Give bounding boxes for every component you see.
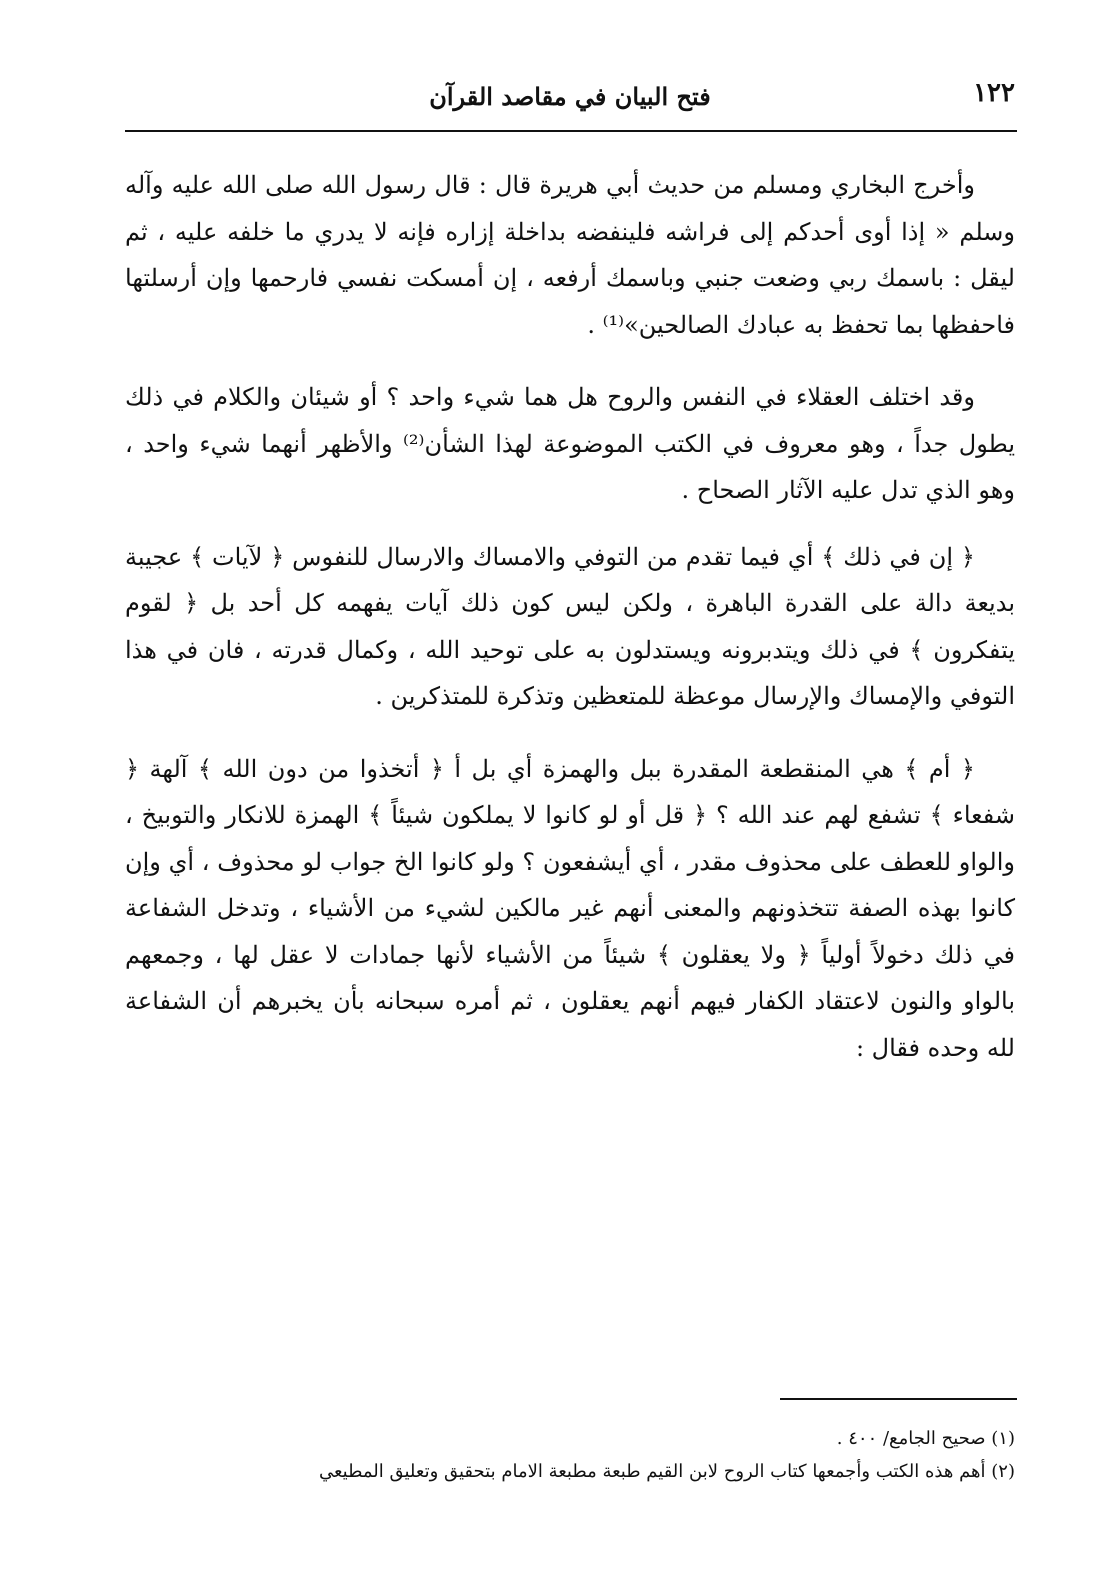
page-number: ١٢٢	[973, 78, 1015, 108]
paragraph-intercessors: ﴿ أم ﴾ هي المنقطعة المقدرة ببل والهمزة أي بل أ ﴿ أتخذوا من دون الله ﴾ آلهة ﴿ شفعاء ﴾ تشفع لهم عند الله ؟ ﴿ قل أو لو كانوا لا يملكون شيئاً ﴾ الهمزة للانكار والتوبيخ ، والواو للعطف على محذوف مقدر ، أي أيشفعون ؟ ولو كانوا الخ جواب لو محذوف ، أي وإن كانوا بهذه الصفة تتخذونهم والمعنى أنهم غير مالكين لشيء من الأشياء ، وتدخل الشفاعة في ذلك دخولاً أولياً ﴿ ولا يعقلون ﴾ شيئاً من الأشياء لأنها جمادات لا عقل لها ، وجمعهم بالواو والنون لاعتقاد الكفار فيهم أنهم يعقلون ، ثم أمره سبحانه بأن يخبرهم أن الشفاعة لله وحده فقال :	[125, 754, 1015, 1062]
paragraph-signs: ﴿ إن في ذلك ﴾ أي فيما تقدم من التوفي والامساك والارسال للنفوس ﴿ لآيات ﴾ عجيبة بديعة دالة على القدرة الباهرة ، ولكن ليس كون ذلك آيات يفهمه كل أحد بل ﴿ لقوم يتفكرون ﴾ في ذلك ويتدبرونه ويستدلون به على توحيد الله ، وكمال قدرته ، فان في هذا التوفي والإمساك والإرسال موعظة للمتعظين وتذكرة للمتذكرين .	[125, 542, 1015, 710]
paragraph-hadith: وأخرج البخاري ومسلم من حديث أبي هريرة قال : قال رسول الله صلى الله عليه وآله وسلم « إذا أوى أحدكم إلى فراشه فلينفضه بداخلة إزاره فإنه لا يدري ما خلفه عليه ، ثم ليقل : باسمك ربي وضعت جنبي وباسمك أرفعه ، إن أمسكت نفسي فارحمها وإن أرسلتها فاحفظها بما تحفظ به عبادك الصالحين»⁽¹⁾ .	[125, 171, 1015, 339]
header-rule	[125, 130, 1017, 132]
body-text	[125, 162, 1015, 1097]
page-header	[125, 78, 1015, 128]
footnote-2: (٢) أهم هذه الكتب وأجمعها كتاب الروح لابن القيم طبعة مطبعة الامام بتحقيق وتعليق المطيعي	[318, 1461, 1015, 1482]
footnote-rule	[780, 1398, 1017, 1400]
footnote-1: (١) صحيح الجامع/ ٤٠٠ .	[836, 1428, 1015, 1449]
footnotes	[125, 1422, 1015, 1488]
running-title: فتح البيان في مقاصد القرآن	[429, 82, 711, 111]
paragraph-soul-spirit: وقد اختلف العقلاء في النفس والروح هل هما شيء واحد ؟ أو شيئان والكلام في ذلك يطول جداً ، وهو معروف في الكتب الموضوعة لهذا الشأن⁽²⁾ والأظهر أنهما شيء واحد ، وهو الذي تدل عليه الآثار الصحاح .	[125, 383, 1016, 504]
